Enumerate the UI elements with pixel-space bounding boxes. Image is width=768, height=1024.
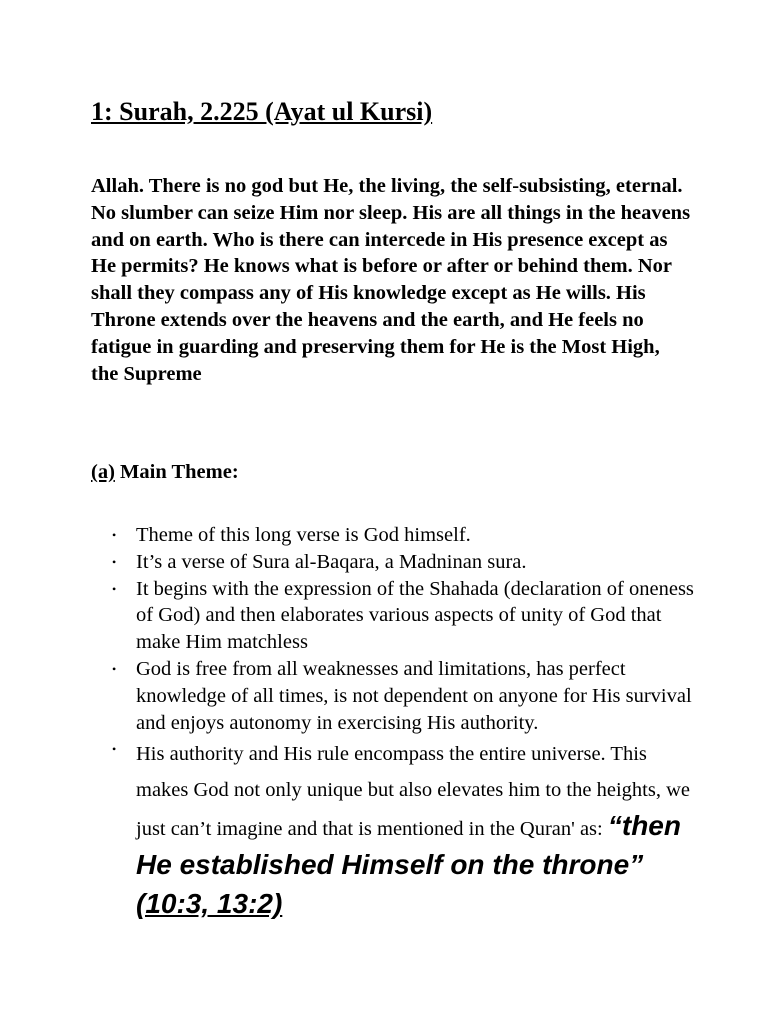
bullet-icon: • — [112, 661, 117, 676]
list-item-text: His authority and His rule encompass the entire universe. This makes God not only unique but also elevates him to the heights, we just can’t imagine and that is mentioned in the Quran' as: — [136, 743, 690, 841]
section-heading — [91, 458, 239, 486]
bullet-icon: • — [112, 528, 117, 542]
list-item-text: It’s a verse of Sura al-Baqara, a Madninan sura. — [136, 550, 527, 573]
section-label: (a) — [91, 461, 115, 483]
list-item-text: God is free from all weaknesses and limitations, has perfect knowledge of all times, is not dependent on anyone for His survival and enjoys autonomy in exercising His authority. — [136, 657, 692, 734]
section-title: Main Theme: — [114, 461, 239, 483]
bullet-icon: • — [112, 742, 117, 757]
list-item — [112, 656, 696, 736]
list-item — [112, 576, 696, 656]
list-item-text: Theme of this long verse is God himself. — [136, 524, 471, 546]
bullet-icon: • — [112, 581, 117, 596]
list-item — [112, 549, 696, 576]
list-item-text: It begins with the expression of the Shahada (declaration of oneness of God) and then elaborates various aspects of unity of God that make Him matchless — [136, 577, 694, 654]
verse-text: Allah. There is no god but He, the living, the self-subsisting, eternal. No slumber can seize Him nor sleep. His are all things in the heavens and on earth. Who is there can intercede in His presence except as He permits? He knows what is before or after or behind them. Nor shall they compass any of His knowledge except as He wills. His Throne extends over the heavens and the earth, and He feels no fatigue in guarding and preserving them for He is the Most High, the Supreme — [91, 175, 691, 385]
list-item — [112, 736, 696, 925]
quran-reference: (10:3, 13:2) — [136, 888, 283, 920]
theme-points-list — [112, 522, 696, 925]
list-item — [112, 522, 696, 549]
bullet-icon: • — [112, 554, 117, 569]
document-title: 1: Surah, 2.225 (Ayat ul Kursi) — [91, 97, 433, 126]
quran-quote: “then He established Himself on the throne” — [136, 810, 681, 881]
